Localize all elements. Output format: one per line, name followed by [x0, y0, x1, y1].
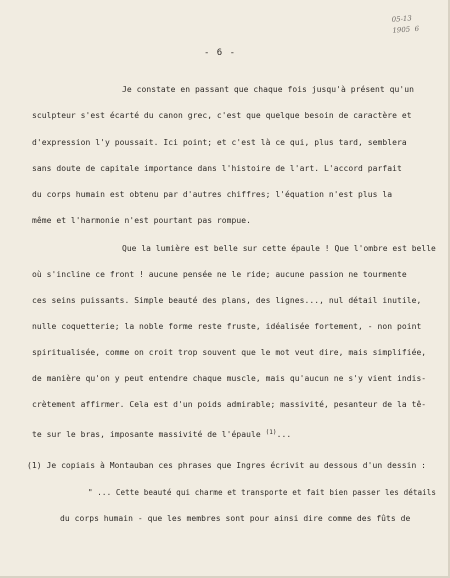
archive-note-mark: 6	[414, 24, 420, 34]
archive-note-line-1: 05-13	[391, 14, 413, 24]
footnote-line: du corps humain - que les membres sont pour ainsi dire comme des fûts de	[60, 514, 411, 523]
paragraph-2-line: Que la lumière est belle sur cette épaule ! Que l'ombre est belle	[122, 244, 436, 253]
handwritten-archive-note	[391, 11, 442, 35]
footnote-line: (1) Je copiais à Montauban ces phrases que Ingres écrivit au dessous d'un dessin :	[27, 461, 427, 470]
footnote-line: " ... Cette beauté qui charme et transporte et fait bien passer les détails	[88, 488, 437, 497]
paragraph-1-line: sans doute de capitale importance dans l'histoire de l'art. L'accord parfait	[32, 164, 402, 173]
paragraph-2-last-line: te sur le bras, imposante massivité de l'épaule $^{(1)}$...	[32, 429, 292, 439]
archive-note-line-2: 1905 6	[392, 24, 420, 35]
paragraph-2-line: de manière qu'on y peut entendre chaque muscle, mais qu'aucun ne s'y vient indis-	[32, 374, 427, 383]
paragraph-2-line: ces seins puissants. Simple beauté des plans, des lignes..., nul détail inutile,	[32, 296, 422, 305]
paragraph-1-line: du corps humain est obtenu par d'autres chiffres; l'équation n'est plus la	[32, 190, 393, 199]
footnote-reference: (1)	[265, 429, 277, 436]
paragraph-1-line: d'expression l'y poussait. Ici point; et c'est là ce qui, plus tard, semblera	[32, 138, 407, 147]
paragraph-1-line: sculpteur s'est écarté du canon grec, c'est que quelque besoin de caractère et	[32, 111, 412, 120]
paragraph-2-line: spiritualisée, comme on croit trop souvent que le mot veut dire, mais simplifiée,	[32, 348, 427, 357]
page-number: - 6 -	[203, 48, 237, 58]
paragraph-2-line: nulle coquetterie; la noble forme reste fruste, idéalisée fortement, - non point	[32, 322, 422, 331]
paragraph-2-line: où s'incline ce front ! aucune pensée ne le ride; aucune passion ne tourmente	[32, 270, 407, 279]
paragraph-1-line: même et l'harmonie n'est pourtant pas rompue.	[32, 216, 251, 225]
paragraph-1-line: Je constate en passant que chaque fois jusqu'à présent qu'un	[122, 85, 414, 94]
paragraph-2-line: crètement affirmer. Cela est d'un poids admirable; massivité, pesanteur de la tê-	[32, 400, 427, 409]
